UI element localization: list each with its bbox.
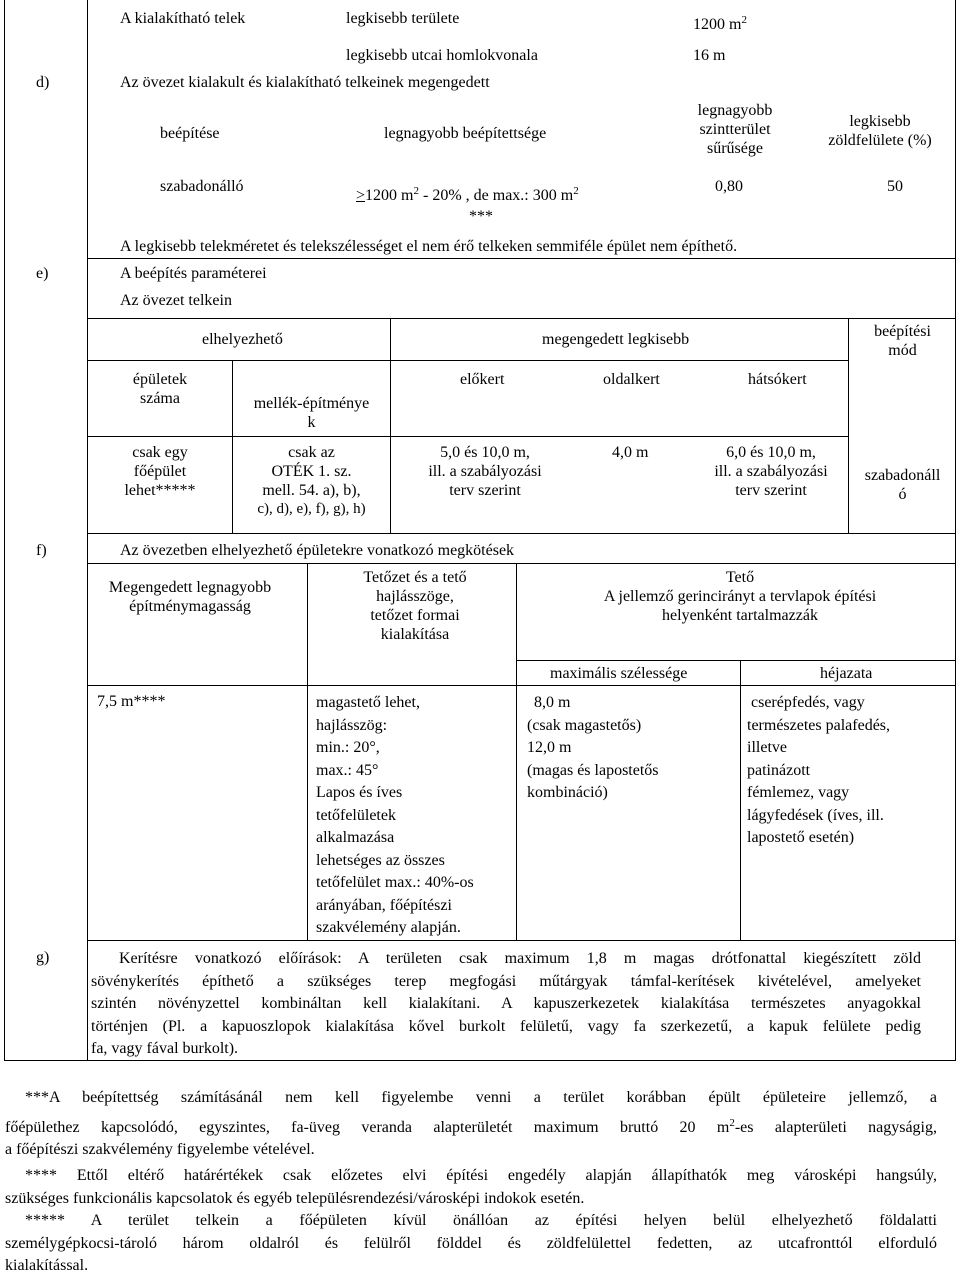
f-grid-h-sub [516, 660, 956, 661]
f-val-szelesseg: 8,0 m (csak magastetős) 12,0 m (magas és lapostetős kombináció) [527, 694, 659, 801]
e-heading: A beépítés paraméterei [120, 265, 267, 282]
f-grid-v2 [516, 563, 517, 940]
e-grid-top [87, 318, 956, 319]
e-val-oldalkert: 4,0 m [612, 444, 649, 461]
e-subheading: Az övezet telkein [120, 292, 232, 309]
f-val-hejazat: cserépfedés, vagy természetes palafedés, illetve patinázott fémlemez, vagy lágyfedések (íves, ill. lapostető esetén) [747, 694, 891, 846]
e-grid-v2 [390, 318, 391, 533]
f-val-magassag: 7,5 m**** [97, 693, 166, 710]
g-paragraph: Kerítésre vonatkozó előírások: A területen csak maximum 1,8 m magas drótfonattal kiegészített zöld sövénykerítés építhető a szükséges terep megfogási műtárgyak támfal-kerítések kivételével, amelyeket szintén növényzettel kombináltan kell kialakítani. A kapuszerkezetek kialakítása természetes anyagokkal történjen (Pl. a kapuoszlopok kialakítása kővel burkolt felületű, vagy fa szerkezetű, a kapuk felülete pedig fa, vagy fával burkolt). [91, 950, 921, 1057]
d-col-zoldfelulet: legkisebb zöldfelülete (%) [828, 113, 932, 149]
e-col-elhelyezheto: elhelyezhető [202, 331, 283, 348]
d-col-beepitese: beépítése [160, 125, 220, 142]
f-grid-v3 [740, 660, 741, 940]
telek-area-label: legkisebb területe [346, 10, 460, 27]
f-col-tetozet: Tetőzet és a tető hajlásszöge, tetőzet formai kialakítása [363, 569, 467, 643]
e-col-megengedett: megengedett legkisebb [542, 331, 690, 348]
e-grid-v3 [848, 318, 849, 533]
d-note: A legkisebb telekméretet és telekszélességet el nem érő telkeken semmiféle épület nem építhető. [120, 238, 738, 255]
e-grid-h-values [87, 436, 848, 437]
f-heading: Az övezetben elhelyezhető épületekre vonatkozó megkötések [120, 542, 515, 559]
table-border-left [4, 0, 5, 1060]
e-val-epuletek: csak egy főépület lehet***** [124, 444, 196, 499]
e-val-beepitesi-mod: szabadonáll ó [864, 467, 941, 503]
table-row-divider-e [87, 258, 956, 259]
f-val-tetozet: magastető lehet, hajlásszög: min.: 20°, max.: 45° Lapos és íves tetőfelületek alkalmazása lehetséges az összes tetőfelület max.: 40%-os arányában, főépítészi szakvélemény alapján. [316, 694, 474, 936]
d-row-zoldfelulet: 50 [887, 178, 903, 195]
e-grid-bottom [87, 533, 956, 534]
footnote-1: ***A beépítettség számításánál nem kell figyelembe venni a terület korábban épült épületeire jellemző, a főépülethez kapcsolódó, egyszintes, fa-üveg veranda alapterületét maximum bruttó 20 $m^2-es$ alapterületi nagyságig, a főépítészi szakvélemény figyelembe vételével. [5, 1089, 938, 1158]
footnote-3: ***** A terület telkein a főépületen kívül önállóan az építési helyen belül elhelyezhető földalatti személygépkocsi-tároló három oldalról és felülről földdel és zöldfelülettel fedetten, az utcafronttól elforduló kialakítással. [5, 1212, 937, 1274]
section-letter-e: e) [36, 265, 49, 282]
e-col-epuletek-szama: épületek száma [132, 371, 188, 407]
f-col-teto: Tető A jellemző gerincirányt a tervlapok építési helyenként tartalmazzák [603, 569, 877, 624]
section-letter-f: f) [36, 542, 47, 559]
e-col-mellekepitmenyek: mellék-építménye k [253, 395, 370, 431]
footnote-2: **** Ettől eltérő határértékek csak előzetes elvi építési engedély alapján állapíthatók meg városképi hangsúly, szükséges funkcionális kapcsolatok és egyéb településrendezési/városképi indokok esetén. [5, 1167, 937, 1207]
e-val-mellekepitmenyek: csak az OTÉK 1. sz. mell. 54. a), b), c), d), e), f), g), h) [257, 444, 366, 517]
d-col-beepitettseg: legnagyobb beépítettsége [384, 125, 547, 142]
d-row-type: szabadonálló [160, 178, 244, 195]
telek-front-label: legkisebb utcai homlokvonala [346, 47, 538, 64]
table-border-right [955, 0, 956, 1060]
d-row-beepitettseg-note: *** [469, 208, 493, 225]
table-letter-column-divider [87, 0, 88, 1061]
telek-title: A kialakítható telek [120, 10, 246, 27]
e-col-beepitesi-mod: beépítési mód [874, 323, 931, 359]
section-letter-d: d) [36, 74, 50, 91]
f-col-hejazat: héjazata [820, 665, 873, 682]
e-col-elokert: előkert [460, 371, 505, 388]
f-col-szelesseg: maximális szélessége [550, 665, 688, 682]
e-col-hatsokert: hátsókert [748, 371, 807, 388]
e-grid-h-sub [87, 360, 848, 361]
d-heading: Az övezet kialakult és kialakítható telkeinek megengedett [120, 74, 490, 91]
section-letter-g: g) [36, 949, 50, 966]
f-grid-top [87, 563, 956, 564]
f-grid-v1 [307, 563, 308, 940]
d-col-szintterulet: legnagyobb szintterület sűrűsége [697, 102, 773, 157]
telek-area-value: 1200 $m^2$ [693, 14, 747, 33]
d-row-beepitettseg: >1200 $m^2 - 20\%$ , de max.: 300 $m^2$ [356, 185, 579, 204]
e-val-hatsokert: 6,0 és 10,0 m, ill. a szabályozási terv szerint [714, 444, 828, 499]
f-grid-h-values [87, 685, 956, 686]
e-col-oldalkert: oldalkert [603, 371, 660, 388]
telek-front-value: 16 m [693, 47, 726, 64]
table-row-divider-g [87, 940, 956, 941]
d-row-szintterulet: 0,80 [715, 178, 743, 195]
e-val-elokert: 5,0 és 10,0 m, ill. a szabályozási terv szerint [428, 444, 542, 499]
f-col-magassag: Megengedett legnagyobb építménymagasság [108, 579, 272, 615]
